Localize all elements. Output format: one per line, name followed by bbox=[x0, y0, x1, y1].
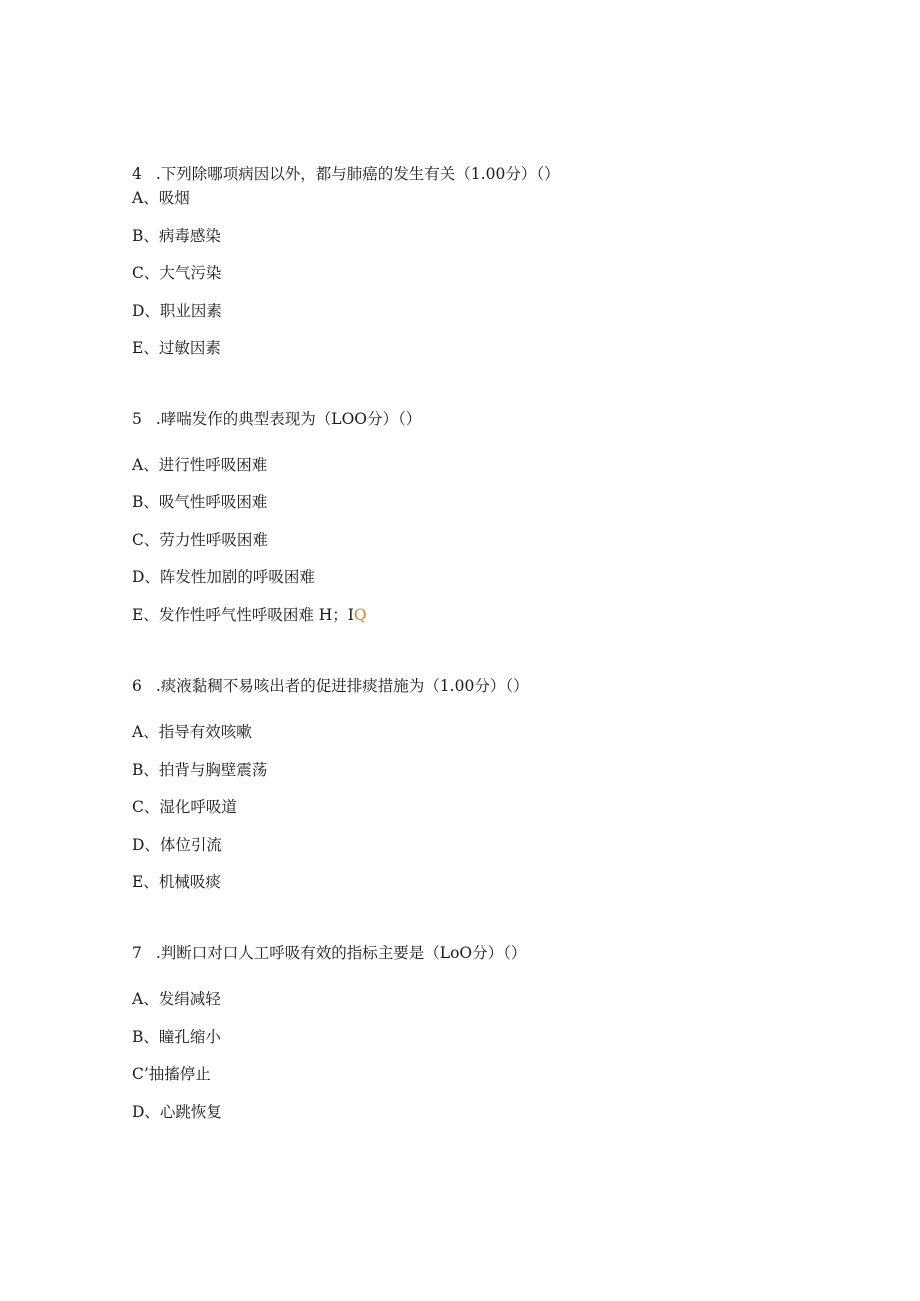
q4-option-a: A、吸烟 bbox=[132, 189, 190, 207]
question-4-stem bbox=[132, 164, 560, 184]
q7-option-b: B、瞳孔缩小 bbox=[132, 1028, 221, 1046]
q5-option-e-text: E、发作性呼气性呼吸困难 H；I bbox=[132, 606, 354, 624]
q4-option-b: B、病毒感染 bbox=[132, 227, 221, 245]
q7-option-c: C’抽搐停止 bbox=[132, 1065, 211, 1083]
question-5-stem bbox=[132, 409, 421, 429]
q4-option-c: C、大气污染 bbox=[132, 264, 222, 282]
question-text: .痰液黏稠不易咳出者的促进排痰措施为（1.00分）（） bbox=[155, 677, 529, 695]
question-text: .下列除哪项病因以外，都与肺癌的发生有关（1.00分）（） bbox=[155, 165, 560, 183]
question-7-stem bbox=[132, 943, 526, 963]
q5-option-e bbox=[132, 605, 367, 625]
question-number: 5 bbox=[132, 410, 142, 428]
q5-option-c: C、劳力性呼吸困难 bbox=[132, 531, 268, 549]
q4-option-d: D、职业因素 bbox=[132, 302, 222, 320]
q6-option-c: C、湿化呼吸道 bbox=[132, 798, 237, 816]
q7-option-a: A、发绢减轻 bbox=[132, 990, 221, 1008]
q5-option-b: B、吸气性呼吸困难 bbox=[132, 493, 268, 511]
q7-option-d: D、心跳恢复 bbox=[132, 1103, 222, 1121]
question-text: .判断口对口人工呼吸有效的指标主要是（LoO分）（） bbox=[155, 944, 527, 962]
q6-option-b: B、拍背与胸壁震荡 bbox=[132, 761, 268, 779]
question-number: 4 bbox=[132, 165, 142, 183]
q6-option-d: D、体位引流 bbox=[132, 836, 222, 854]
question-number: 7 bbox=[132, 944, 142, 962]
q5-option-e-mark: Q bbox=[353, 606, 367, 624]
q4-option-e: E、过敏因素 bbox=[132, 339, 221, 357]
q6-option-e: E、机械吸痰 bbox=[132, 873, 221, 891]
question-number: 6 bbox=[132, 677, 142, 695]
question-6-stem bbox=[132, 676, 529, 696]
q5-option-a: A、进行性呼吸困难 bbox=[132, 456, 268, 474]
q6-option-a: A、指导有效咳嗽 bbox=[132, 723, 252, 741]
q5-option-d: D、阵发性加剧的呼吸困难 bbox=[132, 568, 315, 586]
question-text: .哮喘发作的典型表现为（LOO分）（） bbox=[155, 410, 422, 428]
